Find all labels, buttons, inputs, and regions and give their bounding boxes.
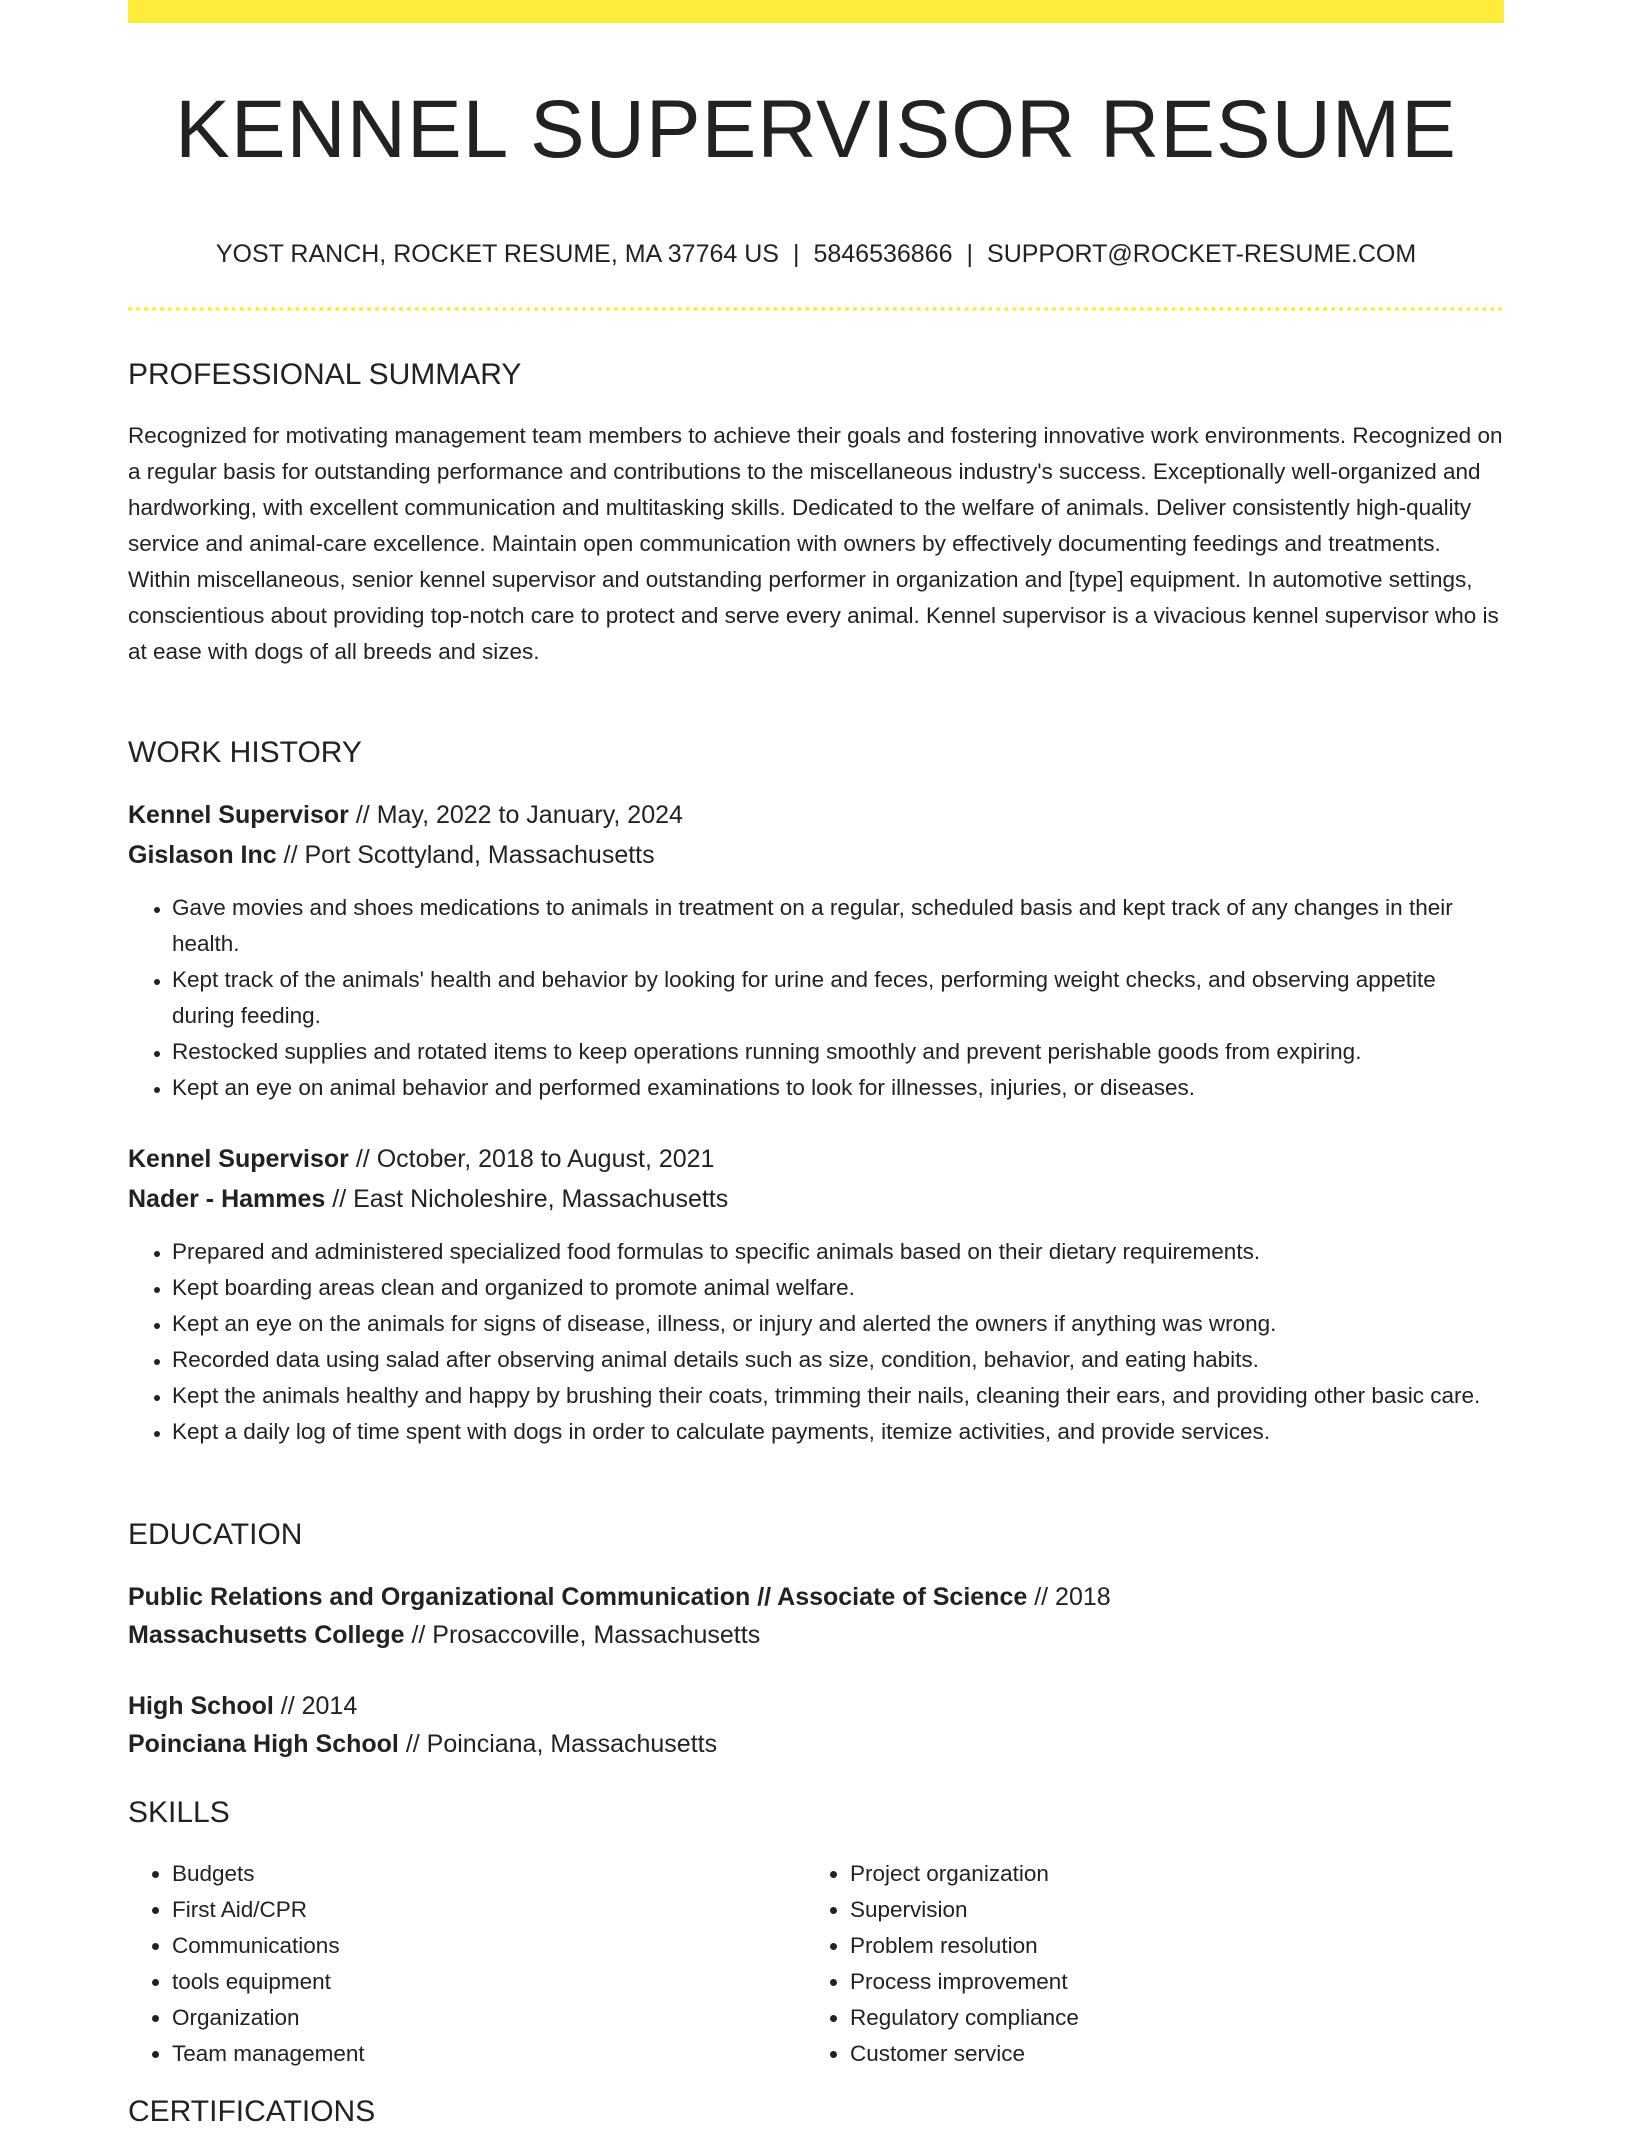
job-company: Gislason Inc [128, 841, 277, 869]
accent-bar [128, 0, 1504, 23]
job-title-line [128, 796, 683, 834]
page-title: KENNEL SUPERVISOR RESUME [175, 84, 1457, 175]
education-degree-line [128, 1687, 357, 1725]
education-school-line [128, 1725, 717, 1763]
skills-list-right [806, 1856, 1466, 2072]
list-item: • Kept the animals healthy and happy by brushing their coats, trimming their nails, cleaning their ears, and providing other basic care. [172, 1378, 1504, 1414]
list-item: • Supervision [850, 1892, 1466, 1928]
header-divider [128, 307, 1504, 311]
list-item: • Kept a daily log of time spent with dogs in order to calculate payments, itemize activities, and provide services. [172, 1414, 1504, 1450]
education-degree-line [128, 1578, 1111, 1616]
list-item: • Communications [172, 1928, 788, 1964]
education-location: // Poinciana, Massachusetts [398, 1730, 718, 1758]
job-location: // East Nicholeshire, Massachusetts [325, 1185, 729, 1213]
list-item: • Organization [172, 2000, 788, 2036]
list-item: • Kept an eye on the animals for signs of disease, illness, or injury and alerted the owners if anything was wrong. [172, 1306, 1504, 1342]
education-degree: High School [128, 1692, 274, 1720]
list-item: • Restocked supplies and rotated items to keep operations running smoothly and prevent perishable goods from expiring. [172, 1034, 1504, 1070]
list-item: • Kept track of the animals' health and behavior by looking for urine and feces, performing weight checks, and observing appetite during feeding. [172, 962, 1504, 1034]
education-heading: EDUCATION [128, 1518, 303, 1551]
contact-line [128, 236, 1504, 272]
list-item: • Kept an eye on animal behavior and performed examinations to look for illnesses, injuries, or diseases. [172, 1070, 1504, 1106]
list-item: • Prepared and administered specialized food formulas to specific animals based on their dietary requirements. [172, 1234, 1504, 1270]
education-year: // 2018 [1027, 1583, 1111, 1611]
job-dates: // May, 2022 to January, 2024 [348, 801, 683, 829]
list-item: • Kept boarding areas clean and organized to promote animal welfare. [172, 1270, 1504, 1306]
list-item: • Budgets [172, 1856, 788, 1892]
contact-phone: 5846536866 [813, 240, 953, 268]
list-item: • Customer service [850, 2036, 1466, 2072]
job-location: // Port Scottyland, Massachusetts [276, 841, 655, 869]
skills-heading: SKILLS [128, 1796, 230, 1829]
work-history-heading: WORK HISTORY [128, 736, 362, 769]
job-duties-list [128, 890, 1504, 1106]
certifications-heading: CERTIFICATIONS [128, 2095, 376, 2128]
education-school: Massachusetts College [128, 1621, 405, 1649]
education-degree: Public Relations and Organizational Communication // Associate of Science [128, 1583, 1028, 1611]
contact-email: SUPPORT@ROCKET-RESUME.COM [987, 240, 1417, 268]
education-school: Poinciana High School [128, 1730, 399, 1758]
list-item: • tools equipment [172, 1964, 788, 2000]
skills-list-left [128, 1856, 788, 2072]
job-company: Nader - Hammes [128, 1185, 326, 1213]
contact-separator: | [792, 240, 800, 268]
education-location: // Prosaccoville, Massachusetts [404, 1621, 761, 1649]
education-year: // 2014 [273, 1692, 358, 1720]
list-item: • Gave movies and shoes medications to animals in treatment on a regular, scheduled basis and kept track of any changes in their health. [172, 890, 1504, 962]
summary-heading: PROFESSIONAL SUMMARY [128, 358, 522, 391]
list-item: • Team management [172, 2036, 788, 2072]
summary-text: Recognized for motivating management team members to achieve their goals and fostering innovative work environments. Recognized on a regular basis for outstanding performance and contributions to the miscellaneous industry's success. Exceptionally well-organized and hardworking, with excellent communication and multitasking skills. Dedicated to the welfare of animals. Deliver consistently high-quality service and animal-care excellence. Maintain open communication with owners by effectively documenting feedings and treatments. Within miscellaneous, senior kennel supervisor and outstanding performer in organization and [type] equipment. In automotive settings, conscientious about providing top-notch care to protect and serve every animal. Kennel supervisor is a vivacious kennel supervisor who is at ease with dogs of all breeds and sizes. [128, 423, 1503, 664]
list-item: • Process improvement [850, 1964, 1466, 2000]
job-dates: // October, 2018 to August, 2021 [348, 1145, 715, 1173]
job-company-line [128, 1180, 728, 1218]
job-title: Kennel Supervisor [128, 801, 349, 829]
job-company-line [128, 836, 655, 874]
list-item: • Regulatory compliance [850, 2000, 1466, 2036]
list-item: • Recorded data using salad after observing animal details such as size, condition, behavior, and eating habits. [172, 1342, 1504, 1378]
job-title-line [128, 1140, 714, 1178]
job-title: Kennel Supervisor [128, 1145, 349, 1173]
education-school-line [128, 1616, 760, 1654]
contact-separator: | [966, 240, 974, 268]
job-duties-list [128, 1234, 1504, 1450]
contact-address: YOST RANCH, ROCKET RESUME, MA 37764 US [215, 240, 779, 268]
list-item: • First Aid/CPR [172, 1892, 788, 1928]
list-item: • Problem resolution [850, 1928, 1466, 1964]
list-item: • Project organization [850, 1856, 1466, 1892]
